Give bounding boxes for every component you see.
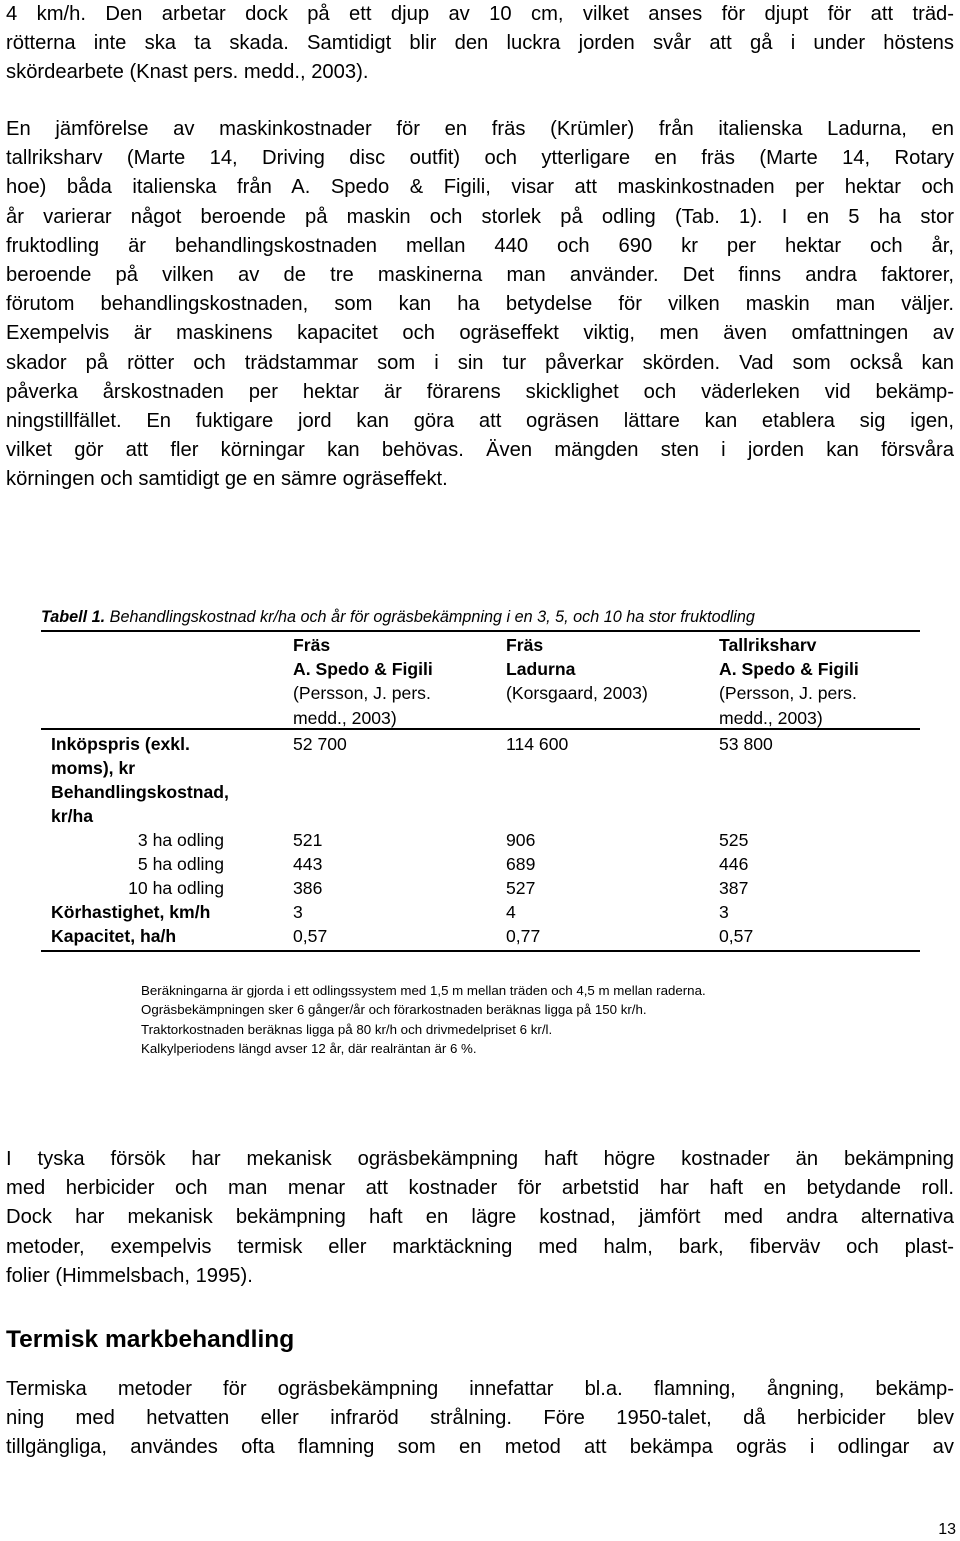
table-notes: [141, 981, 706, 1059]
text-line: påverka årskostnaden per hektar är förarens skicklighet och väderleken vid bekämp-: [6, 380, 954, 403]
row-label-3ha: 3 ha odling: [137, 830, 224, 850]
table-note: Ogräsbekämpningen sker 6 gånger/år och förarkostnaden beräknas ligga på 150 kr/h.: [141, 1002, 647, 1018]
text-line: hoe) båda italienska från A. Spedo & Figili, visar att maskinkostnaden per hektar och: [6, 176, 954, 199]
table-cell: 3: [719, 902, 729, 922]
row-label-capacity: Kapacitet, ha/h: [51, 926, 177, 946]
text-line: 4 km/h. Den arbetar dock på ett djup av 10 cm, vilket anses för djupt för att träd-: [6, 3, 954, 25]
column-header-fras-spedo: Fräs A. Spedo & Figili (Persson, J. pers. medd., 2003): [293, 635, 433, 728]
table-note: Traktorkostnaden beräknas ligga på 80 kr/h och drivmedelpriset 6 kr/l.: [141, 1021, 553, 1037]
table-cell: 0,57: [293, 926, 328, 946]
section-heading: Termisk markbehandling: [6, 1326, 295, 1353]
row-label-treatment-cost: Behandlingskostnad, kr/ha: [51, 782, 229, 827]
text-line: rötterna inte ska ta skada. Samtidigt blir den luckra jorden svår att gå i under höstens: [6, 32, 954, 55]
text-line: år varierar något beroende på maskin och storlek på odling (Tab. 1). I en 5 ha stor: [6, 205, 954, 228]
table-cell: 386: [293, 878, 323, 898]
text-line: vilket gör att fler körningar kan behövas. Även mängden sten i jorden kan försvåra: [6, 439, 954, 462]
text-line: I tyska försök har mekanisk ogräsbekämpning haft högre kostnader än bekämpning: [6, 1148, 954, 1170]
table-cell: 0,57: [719, 926, 754, 946]
text-line: ningstillfället. En fuktigare jord kan göra att ogräsen lättare kan etablera sig igen,: [6, 410, 954, 433]
page-number: 13: [938, 1521, 956, 1538]
text-line: med herbicider och man menar att kostnader för arbetstid har haft en betydande roll.: [6, 1177, 954, 1200]
text-line: förutom behandlingskostnaden, som kan ha betydelse för vilken maskin man väljer.: [6, 293, 954, 316]
text-line: Exempelvis är maskinens kapacitet och ogräseffekt viktig, men även omfattningen av: [6, 322, 954, 345]
table-cell: 3: [293, 902, 303, 922]
table-cell: 0,77: [506, 926, 541, 946]
text-line: metoder, exempelvis termisk eller marktäckning med halm, bark, fiberväv och plast-: [6, 1235, 954, 1258]
paragraph-thermal-methods: [6, 1375, 954, 1463]
table-note: Beräkningarna är gjorda i ett odlingssystem med 1,5 m mellan träden och 4,5 m mellan raderna.: [141, 983, 706, 998]
table-cell: 446: [719, 854, 749, 874]
text-line: skador på rötter och trädstammar som i sin tur påverkar skörden. Vad som också kan: [6, 351, 954, 374]
table-cell: 4: [506, 902, 516, 922]
text-line: ning med hetvatten eller infraröd strålning. Före 1950-talet, då herbicider blev: [6, 1407, 954, 1430]
text-line: folier (Himmelsbach, 1995).: [6, 1264, 253, 1287]
column-header-tallriksharv-spedo: Tallriksharv A. Spedo & Figili (Persson, J. pers. medd., 2003): [719, 635, 859, 728]
table-cell: 53 800: [719, 734, 773, 754]
table-cell: 443: [293, 854, 323, 874]
text-line: Termiska metoder för ogräsbekämpning innefattar bl.a. flamning, ångning, bekämp-: [6, 1378, 954, 1400]
paragraph-intro-continuation: [6, 0, 954, 88]
table-caption: [41, 608, 755, 627]
row-label-purchase-price: Inköpspris (exkl. moms), kr: [51, 734, 190, 779]
table-rule-bottom: [41, 950, 920, 952]
table-cell: 521: [293, 830, 323, 850]
row-label-5ha: 5 ha odling: [137, 854, 224, 874]
table-caption-label: Tabell 1.: [41, 608, 106, 626]
table-note: Kalkylperiodens längd avser 12 år, där realräntan är 6 %.: [141, 1041, 477, 1057]
text-line: skördearbete (Knast pers. medd., 2003).: [6, 61, 369, 84]
text-line: fruktodling är behandlingskostnaden mellan 440 och 690 kr per hektar och år,: [6, 234, 954, 257]
table-cell: 52 700: [293, 734, 347, 754]
table-rule-header: [41, 728, 920, 730]
text-line: tillgängliga, användes ofta flamning som en metod att bekämpa ogräs i odlingar av: [6, 1436, 954, 1459]
paragraph-german-trials: [6, 1145, 954, 1291]
table-cell: 525: [719, 830, 749, 850]
table-cell: 689: [506, 854, 536, 874]
text-line: beroende på vilken av de tre maskinerna man använder. Det finns andra faktorer,: [6, 264, 954, 287]
row-label-speed: Körhastighet, km/h: [51, 902, 211, 922]
table-caption-text: Behandlingskostnad kr/ha och år för ogräsbekämpning i en 3, 5, och 10 ha stor fruktodling: [105, 608, 755, 626]
paragraph-machine-comparison: [6, 115, 954, 495]
table-cell: 387: [719, 878, 749, 898]
table-rule-top: [41, 630, 920, 632]
row-label-10ha: 10 ha odling: [128, 878, 224, 898]
table-cell: 114 600: [506, 734, 569, 754]
text-line: tallriksharv (Marte 14, Driving disc outfit) och ytterligare en fräs (Marte 14, Rotary: [6, 147, 954, 170]
text-line: Dock har mekanisk bekämpning haft en lägre kostnad, jämfört med andra alternativa: [6, 1206, 954, 1229]
text-line: körningen och samtidigt ge en sämre ogräseffekt.: [6, 468, 448, 491]
table-cell: 906: [506, 830, 536, 850]
column-header-fras-ladurna: Fräs Ladurna (Korsgaard, 2003): [506, 635, 648, 704]
table-cell: 527: [506, 878, 536, 898]
text-line: En jämförelse av maskinkostnader för en fräs (Krümler) från italienska Ladurna, en: [6, 118, 954, 140]
